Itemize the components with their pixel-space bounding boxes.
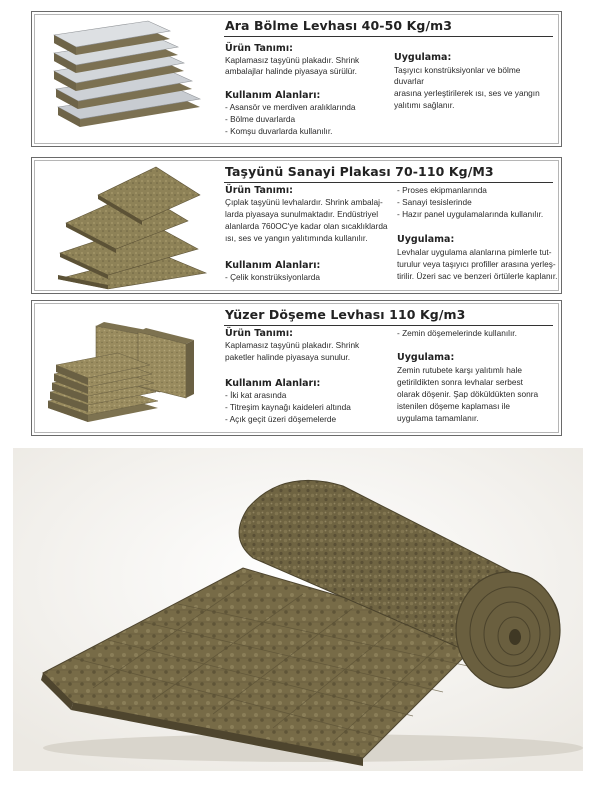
application-line: arasına yerleştirilerek ısı, ses ve yangın [394,88,540,98]
definition-line: paketler halinde piyasaya sunulur. [225,352,350,362]
application-line: istenilen döşeme kaplaması ile [397,401,510,411]
usage-areas-heading: Kullanım Alanları: [225,90,321,101]
application-heading: Uygulama: [394,52,452,63]
panel-title: Ara Bölme Levhası 40-50 Kg/m3 [225,18,453,33]
product-panel-sanayi-plakasi [31,157,562,294]
definition-line: ambalajlar halinde piyasaya sürülür. [225,66,357,76]
definition-line: Kaplamasız taşyünü plakadır. Shrink [225,340,360,350]
rock-wool-roll-image [13,448,583,771]
definition-line: alanlarda 760OC'ye kadar olan sıcaklıklarda [225,221,388,231]
definition-heading: Ürün Tanımı: [225,328,293,339]
usage-area-item: - Asansör ve merdiven aralıklarında [225,102,356,112]
usage-area-item: - Proses ekipmanlarında [397,185,487,195]
stacked-boards-image [38,15,213,143]
product-panel-ara-bolme [31,11,562,147]
definition-line: Kaplamasız taşyünü plakadır. Shrink [225,55,360,65]
application-line: Levhalar uygulama alanlarına pimlerle tut- [397,247,552,257]
definition-line: Çıplak taşyünü levhalardır. Shrink ambalaj- [225,197,383,207]
usage-area-item: - Bölme duvarlarda [225,114,296,124]
application-line: Zemin rutubete karşı yalıtımlı hale [397,365,522,375]
usage-area-item: - Sanayi tesislerinde [397,197,472,207]
application-line: Taşıyıcı konstrüksiyonlar ve bölme [394,65,521,75]
application-heading: Uygulama: [397,234,455,245]
application-line: uygulama tamamlanır. [397,413,479,423]
application-line: olarak döşenir. Şap döküldükten sonra [397,389,539,399]
panel-title: Yüzer Döşeme Levhası 110 Kg/m3 [225,307,466,322]
usage-area-item: - Çelik konstrüksiyonlarda [225,272,320,282]
definition-line: larda piyasaya sunulmaktadır. Endüstriyel [225,209,379,219]
title-rule [224,325,553,326]
usage-areas-heading: Kullanım Alanları: [225,378,321,389]
usage-area-item: - Komşu duvarlarda kullanılır. [225,126,333,136]
product-panel-yuzer-doseme [31,300,562,436]
usage-areas-heading: Kullanım Alanları: [225,260,321,271]
title-rule [224,36,553,37]
usage-area-item: - Hazır panel uygulamalarında kullanılır. [397,209,544,219]
application-line: turulur veya taşıyıcı profiller arasına yerleş- [397,259,556,269]
usage-area-item: - Titreşim kaynağı kaideleri altında [225,402,351,412]
definition-heading: Ürün Tanımı: [225,43,293,54]
application-line: duvarlar [394,76,424,86]
usage-area-item: - Açık geçit üzeri döşemelerde [225,414,337,424]
application-line: getirildikten sonra levhalar serbest [397,377,523,387]
application-heading: Uygulama: [397,352,455,363]
floor-boards-image [38,304,213,432]
definition-line: ısı, ses ve yangın yalıtımında kullanılır. [225,233,368,243]
application-line: yalıtımı sağlanır. [394,100,455,110]
panel-title: Taşyünü Sanayi Plakası 70-110 Kg/M3 [225,164,494,179]
application-line: tirilir. Üzeri sac ve benzeri örtülerle kaplanır. [397,271,558,281]
usage-area-item: - İki kat arasında [225,390,287,400]
definition-heading: Ürün Tanımı: [225,185,293,196]
loose-slabs-image [38,161,213,290]
title-rule [224,182,553,183]
usage-area-item: - Zemin döşemelerinde kullanılır. [397,328,517,338]
